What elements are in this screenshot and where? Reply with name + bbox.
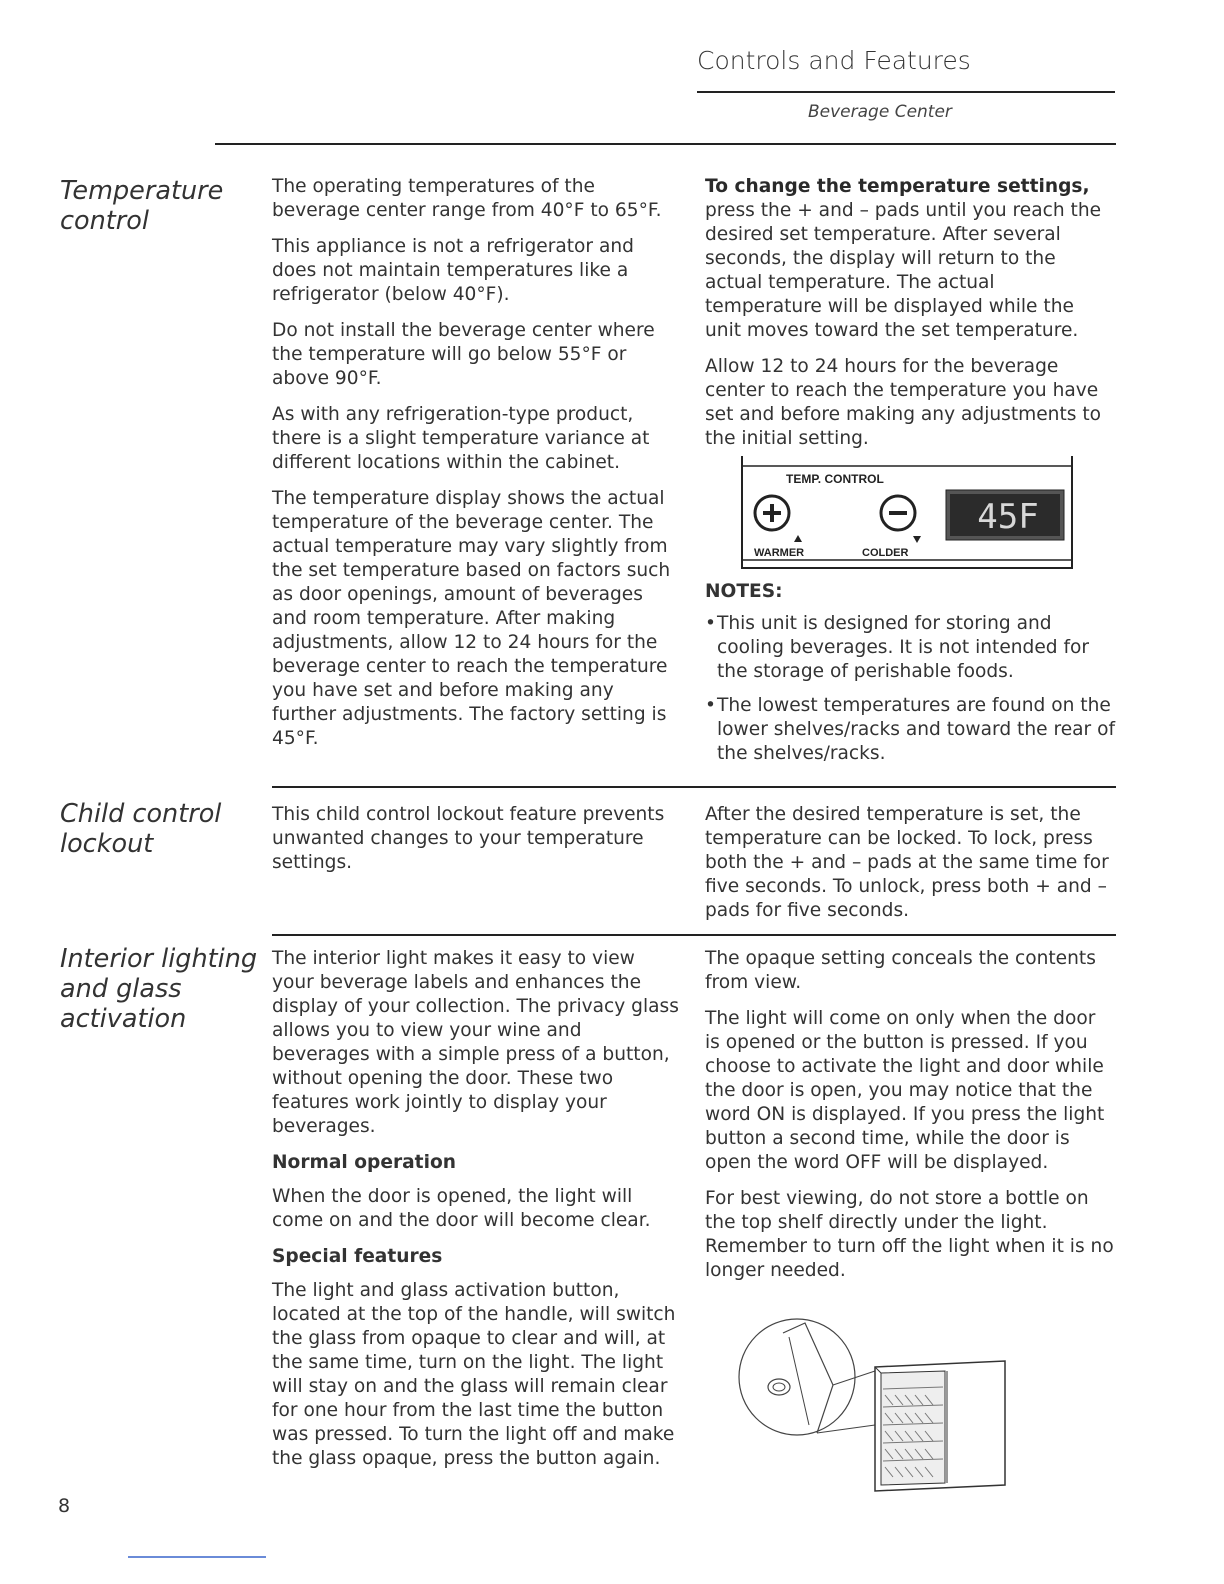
down-arrow-icon: [913, 536, 921, 543]
section-title-interior-lighting: [60, 944, 257, 1034]
paragraph: Do not install the beverage center where the temperature will go below 55°F or above 90°F.: [272, 320, 655, 389]
child-lockout-right: [705, 803, 1115, 935]
notes-block: [705, 580, 1115, 776]
page-number: 8: [58, 1495, 71, 1517]
list-item-text: The lowest temperatures are found on the lower shelves/racks and toward the rear of the shelves/racks.: [717, 695, 1116, 764]
section-title-line: Child control: [60, 799, 222, 829]
section-title-line: activation: [60, 1004, 187, 1034]
paragraph-text: press the + and – pads until you reach the desired set temperature. After several seconds, the display will return to the actual temperature. The actual temperature will be displayed while the unit moves toward the set temperature.: [705, 200, 1102, 341]
footer-link-underline: [128, 1556, 266, 1558]
paragraph: This appliance is not a refrigerator and does not maintain temperatures like a refrigerator (below 40°F).: [272, 236, 634, 305]
warmer-label: WARMER: [754, 547, 805, 559]
header-rule: [697, 91, 1115, 93]
paragraph: This child control lockout feature prevents unwanted changes to your temperature settings.: [272, 804, 665, 873]
paragraph: The opaque setting conceals the contents from view.: [705, 948, 1096, 993]
temp-control-panel-illustration: [738, 456, 1074, 574]
section-title-line: lockout: [60, 829, 154, 859]
section-title-line: control: [60, 206, 149, 236]
paragraph: The interior light makes it easy to view your beverage labels and enhances the display of your collection. The privacy glass allows you to view your wine and beverages with a simple press of a button, without opening the door. These two features work jointly to display your beverages.: [272, 948, 679, 1137]
paragraph: Allow 12 to 24 hours for the beverage center to reach the temperature you have set and before making any adjustments to the initial setting.: [705, 356, 1102, 449]
temperature-left-column: [272, 175, 682, 763]
beverage-center-illustration: [735, 1315, 1015, 1495]
list-item: • The lowest temperatures are found on the lower shelves/racks and toward the rear of the shelves/racks.: [705, 695, 1116, 764]
paragraph: The light and glass activation button, located at the top of the handle, will switch the glass from opaque to clear and will, at the same time, turn on the light. The light will stay on and the glass will remain clear for one hour from the last time the button was pressed. To turn the light off and make the glass opaque, press the button again.: [272, 1280, 676, 1469]
notes-heading: NOTES:: [705, 581, 783, 602]
up-arrow-icon: [794, 535, 802, 542]
page-header-title: Controls and Features: [697, 46, 971, 75]
plus-icon: [755, 496, 789, 530]
colder-label: COLDER: [862, 547, 909, 559]
paragraph: After the desired temperature is set, the temperature can be locked. To lock, press both the + and – pads at the same time for five seconds. To unlock, press both + and – pads for five seconds.: [705, 804, 1109, 921]
top-divider: [215, 143, 1116, 145]
temperature-right-column: [705, 175, 1115, 463]
paragraph: When the door is opened, the light will come on and the door will become clear.: [272, 1186, 651, 1231]
section-divider: [272, 786, 1116, 788]
paragraph: The operating temperatures of the beverage center range from 40°F to 65°F.: [272, 176, 662, 221]
child-lockout-left: [272, 803, 682, 887]
subheading-special-features: Special features: [272, 1246, 443, 1267]
section-title-line: and glass: [60, 974, 182, 1004]
list-item: • This unit is designed for storing and cooling beverages. It is not intended for the storage of perishable foods.: [705, 612, 1115, 684]
interior-right-column: [705, 947, 1115, 1295]
paragraph: The light will come on only when the door is opened or the button is pressed. If you choose to activate the light and door while the door is open, you may notice that the word ON is displayed. If you press the light button a second time, while the door is open the word OFF will be displayed.: [705, 1008, 1105, 1173]
minus-icon: [881, 496, 915, 530]
paragraph: [705, 175, 1115, 343]
subheading-normal-operation: Normal operation: [272, 1152, 456, 1173]
paragraph: As with any refrigeration-type product, there is a slight temperature variance at different locations within the cabinet.: [272, 404, 650, 473]
list-item-text: This unit is designed for storing and cooling beverages. It is not intended for the storage of perishable foods.: [717, 613, 1090, 682]
section-title-temperature-control: [60, 176, 223, 236]
page-header-subtitle: Beverage Center: [808, 102, 952, 122]
section-title-line: Interior lighting: [60, 944, 258, 974]
panel-label: TEMP. CONTROL: [786, 472, 884, 486]
paragraph: For best viewing, do not store a bottle on the top shelf directly under the light. Remember to turn off the light when it is no longer needed.: [705, 1188, 1114, 1281]
section-title-child-lockout: [60, 799, 221, 859]
temperature-display-value: 45F: [977, 497, 1039, 537]
paragraph: The temperature display shows the actual temperature of the beverage center. The actual temperature may vary slightly from the set temperature based on factors such as door openings, amount of beverages and room temperature. After making adjustments, allow 12 to 24 hours for the beverage center to reach the temperature you have set and before making any further adjustments. The factory setting is 45°F.: [272, 488, 671, 749]
bold-lead: To change the temperature settings,: [705, 176, 1090, 197]
section-title-line: Temperature: [60, 176, 224, 206]
section-divider: [272, 934, 1116, 936]
interior-left-column: [272, 947, 682, 1483]
